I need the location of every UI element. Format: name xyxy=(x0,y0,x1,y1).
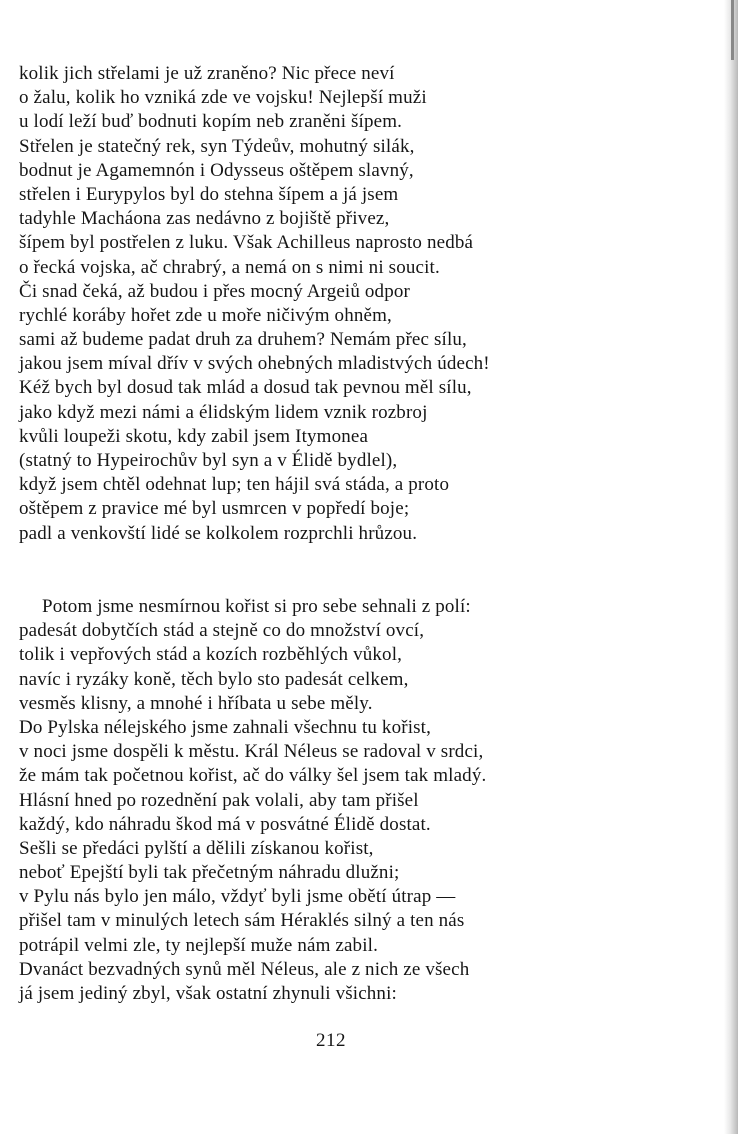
page-number: 212 xyxy=(316,1030,346,1051)
poem-line: padesát dobytčích stád a stejně co do množství ovcí, xyxy=(19,620,425,642)
poem-line: v noci jsme dospěli k městu. Král Néleus se radoval v srdci, xyxy=(19,741,484,763)
poem-line: o řecká vojska, ač chrabrý, a nemá on s nimi ni soucit. xyxy=(19,256,440,278)
poem-line: Či snad čeká, až budou i přes mocný Argeiů odpor xyxy=(19,280,410,302)
poem-line: Střelen je statečný rek, syn Týdeův, mohutný silák, xyxy=(19,135,415,157)
poem-line: (statný to Hypeirochův byl syn a v Élidě bydlel), xyxy=(19,450,398,471)
poem-line: Potom jsme nesmírnou kořist si pro sebe sehnali z polí: xyxy=(42,596,471,617)
poem-line: o žalu, kolik ho vzniká zde ve vojsku! Nejlepší muži xyxy=(19,87,427,109)
poem-line: v Pylu nás bylo jen málo, vždyť byli jsme obětí útrap — xyxy=(19,886,456,908)
poem-line: já jsem jediný zbyl, však ostatní zhynuli všichni: xyxy=(19,983,397,1004)
poem-line: tadyhle Macháona zas nedávno z bojiště přivez, xyxy=(19,208,390,230)
poem-line: kvůli loupeži skotu, kdy zabil jsem Itymonea xyxy=(19,425,369,447)
poem-line: potrápil velmi zle, ty nejlepší muže nám zabil. xyxy=(19,934,378,956)
poem-line: bodnut je Agamemnón i Odysseus oštěpem slavný, xyxy=(19,159,414,181)
poem-line: padl a venkovští lidé se kolkolem rozprchli hrůzou. xyxy=(19,522,418,544)
poem-line: navíc i ryzáky koně, těch bylo sto padesát celkem, xyxy=(19,668,409,690)
poem-line: Kéž bych byl dosud tak mlád a dosud tak pevnou měl sílu, xyxy=(19,377,472,399)
poem-line: kolik jich střelami je už zraněno? Nic přece neví xyxy=(19,63,395,84)
poem-line: oštěpem z pravice mé byl usmrcen v popředí boje; xyxy=(19,498,410,520)
poem-line: sami až budeme padat druh za druhem? Nemám přec sílu, xyxy=(19,329,467,351)
poem-line: jakou jsem míval dřív v svých ohebných mladistvých údech! xyxy=(19,353,490,375)
poem-line: neboť Epejští byli tak přečetným náhradu dlužni; xyxy=(19,862,400,884)
binding-shadow-mark xyxy=(731,0,734,60)
poem-stanza-1 xyxy=(19,62,490,546)
poem-line: Sešli se předáci pylští a dělili získanou kořist, xyxy=(19,837,374,859)
poem-line: rychlé koráby hořet zde u moře ničivým ohněm, xyxy=(19,304,392,326)
poem-stanza-2 xyxy=(19,595,486,1006)
poem-line: u lodí leží buď bodnuti kopím neb zraněni šípem. xyxy=(19,111,403,133)
page-binding-edge xyxy=(724,0,738,1134)
poem-line: Dvanáct bezvadných synů měl Néleus, ale z nich ze všech xyxy=(19,958,470,980)
poem-line: šípem byl postřelen z luku. Však Achilleus naprosto nedbá xyxy=(19,232,474,254)
poem-line: že mám tak početnou kořist, ač do války šel jsem tak mladý. xyxy=(19,765,487,787)
poem-line: každý, kdo náhradu škod má v posvátné Élidě dostat. xyxy=(19,813,431,835)
poem-line: vesměs klisny, a mnohé i hříbata u sebe měly. xyxy=(19,692,373,714)
poem-line: jako když mezi námi a élidským lidem vznik rozbroj xyxy=(19,401,428,423)
poem-line: střelen i Eurypylos byl do stehna šípem a já jsem xyxy=(19,183,399,205)
poem-line: přišel tam v minulých letech sám Héraklés silný a ten nás xyxy=(19,910,465,932)
poem-line: Hlásní hned po rozednění pak volali, aby tam přišel xyxy=(19,789,419,811)
poem-line: když jsem chtěl odehnat lup; ten hájil svá stáda, a proto xyxy=(19,474,450,496)
poem-line: tolik i vepřových stád a kozích rozběhlých vůkol, xyxy=(19,644,403,666)
poem-line: Do Pylska nélejského jsme zahnali všechnu tu kořist, xyxy=(19,716,432,738)
